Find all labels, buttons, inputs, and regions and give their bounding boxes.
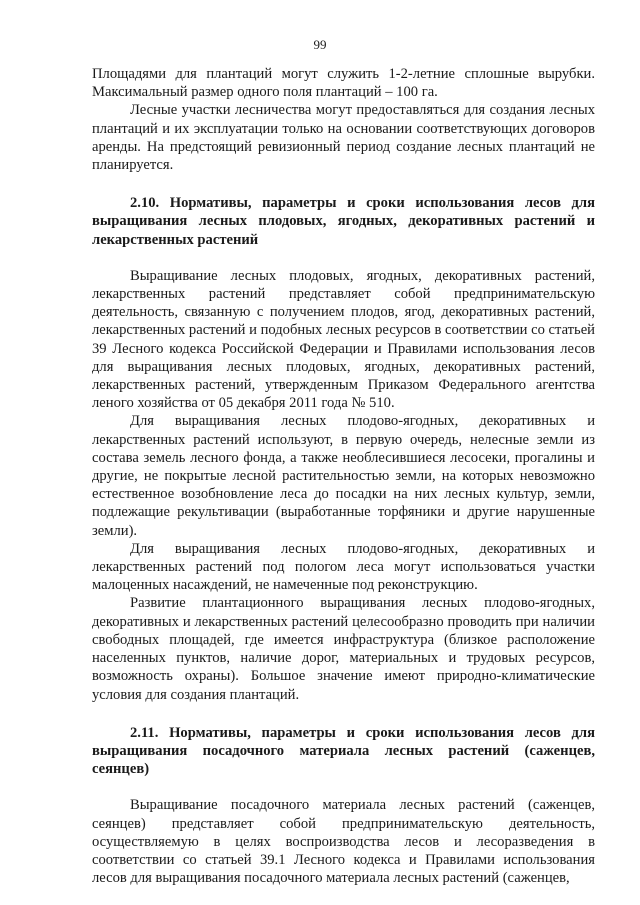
section-heading-2-10: 2.10. Нормативы, параметры и сроки использования лесов для выращивания лесных плодовых, ягодных, декоративных растений и лекарственных растений	[92, 195, 595, 248]
paragraph-plantation-area: Площадями для плантаций могут служить 1-2-летние сплошные вырубки. Максимальный размер одного поля плантаций – 100 га.	[92, 66, 595, 101]
page-content	[92, 65, 595, 887]
paragraph-2-10-lands: Для выращивания лесных плодово-ягодных, декоративных и лекарственных растений используют, в первую очередь, нелесные земли из состава земель лесного фонда, а также необлесившиеся лесосеки, прогалины и другие, не покрытые лесной растительностью земли, на которых невозможно естественное возобновление леса до посадки на них лесных культур, земли, подлежащие рекультивации (выработанные торфяники и другие нарушенные земли).	[92, 413, 595, 539]
spacer	[92, 249, 595, 267]
spacer	[92, 778, 595, 796]
paragraph-2-10-development: Развитие плантационного выращивания лесных плодово-ягодных, декоративных и лекарственных растений целесообразно проводить при наличии свободных площадей, где имеется инфраструктура (близкое расположение населенных пунктов, наличие дорог, материальных и трудовых ресурсов, возможность охраны). Большое значение имеют природно-климатические условия для создания плантаций.	[92, 595, 595, 703]
paragraph-2-11-definition: Выращивание посадочного материала лесных растений (саженцев, сеянцев) представляет собой предпринимательскую деятельность, осуществляемую в целях воспроизводства лесов и лесоразведения в соответствии со статьей 39.1 Лесного кодекса и Правилами использования лесов для выращивания посадочного материала лесных растений (саженцев,	[92, 797, 595, 887]
paragraph-2-10-definition: Выращивание лесных плодовых, ягодных, декоративных растений, лекарственных растений представляет собой предпринимательскую деятельность, связанную с получением плодов, ягод, декоративных растений, лекарственных растений и подобных лесных ресурсов в соответствии со статьей 39 Лесного кодекса Российской Федерации и Правилами использования лесов для выращивания лесных плодовых, ягодных, декоративных растений, лекарственных растений, утвержденным Приказом Федерального агентства леного хозяйства от 05 декабря 2011 года № 510.	[92, 267, 595, 412]
section-heading-2-11: 2.11. Нормативы, параметры и сроки использования лесов для выращивания посадочного материала лесных растений (саженцев, сеянцев)	[92, 724, 595, 778]
paragraph-plantation-lease: Лесные участки лесничества могут предоставляться для создания лесных плантаций и их эксплуатации только на основании соответствующих договоров аренды. На предстоящий ревизионный период создание лесных плантаций не планируется.	[92, 102, 595, 174]
paragraph-2-10-canopy: Для выращивания лесных плодово-ягодных, декоративных и лекарственных растений под пологом леса могут использоваться участки малоценных насаждений, не намеченные под реконструкцию.	[92, 540, 595, 594]
page-number: 99	[313, 37, 327, 52]
spacer	[92, 174, 595, 194]
spacer	[92, 704, 595, 724]
